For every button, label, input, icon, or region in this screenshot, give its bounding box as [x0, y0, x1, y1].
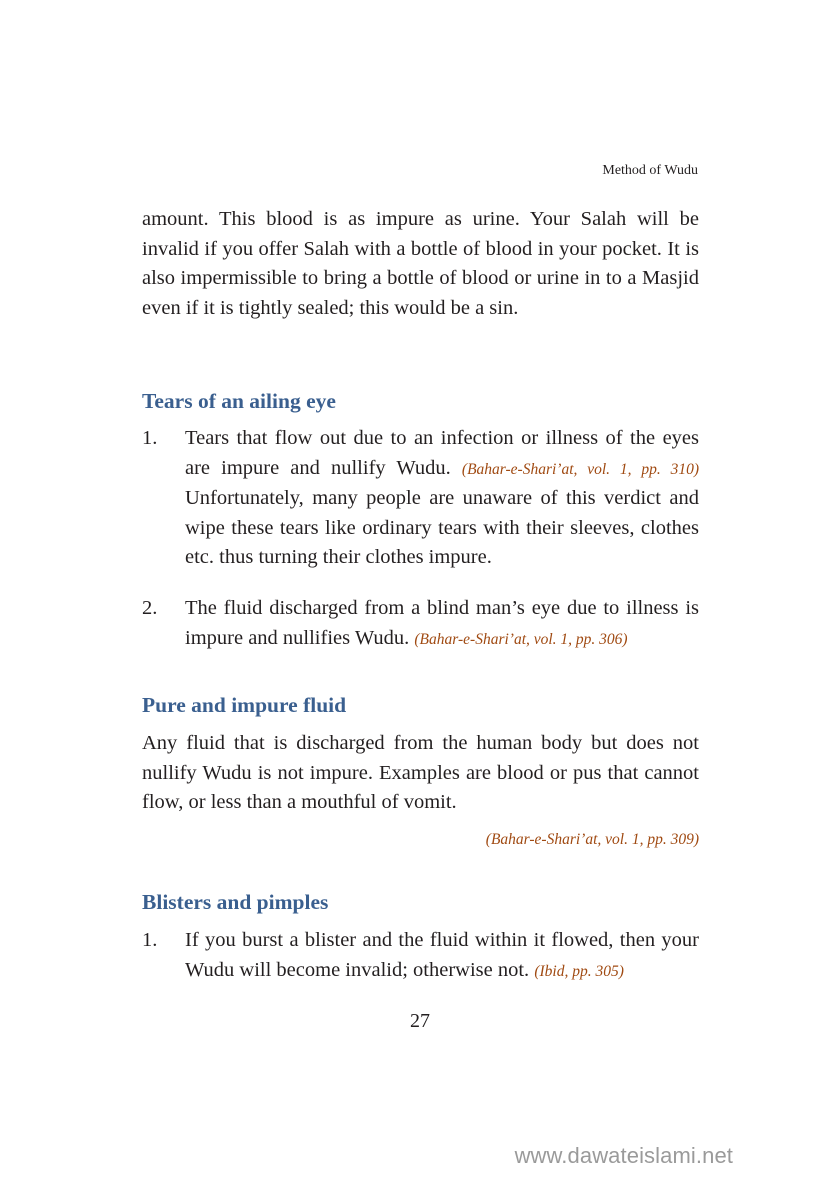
- fluid-body: [142, 729, 699, 818]
- intro-paragraph: amount. This blood is as impure as urine. Your Salah will be invalid if you offer Salah with a bottle of blood in your pocket. It is also impermissible to bring a bottle of blood or urine in to a Masjid even if it is tightly sealed; this would be a sin.: [142, 208, 699, 319]
- section-fluid: [142, 691, 699, 721]
- item-text-before: The fluid discharged from a blind man’s eye due to illness is impure and nullifies Wudu.: [185, 597, 699, 649]
- list-number: 2.: [142, 597, 158, 619]
- list-item-text: [185, 594, 699, 654]
- section-blisters: [142, 888, 699, 918]
- reference-citation: (Bahar-e-Shari’at, vol. 1, pp. 309): [485, 831, 699, 848]
- running-header: Method of Wudu: [602, 163, 698, 178]
- section-tears: [142, 387, 699, 417]
- list-item-text: [185, 926, 699, 986]
- item-text-before: If you burst a blister and the fluid within it flowed, then your Wudu will become invalid; otherwise not.: [185, 929, 699, 981]
- section-heading-fluid: Pure and impure fluid: [142, 693, 347, 717]
- list-number: 1.: [142, 427, 158, 449]
- section-heading-tears: Tears of an ailing eye: [142, 389, 336, 413]
- reference-citation: (Ibid, pp. 305): [534, 962, 624, 980]
- fluid-paragraph: Any fluid that is discharged from the human body but does not nullify Wudu is not impure. Examples are blood or pus that cannot flow, or less than a mouthful of vomit.: [142, 732, 699, 814]
- reference-citation: (Bahar-e-Shari’at, vol. 1, pp. 306): [414, 630, 628, 648]
- reference-citation: (Bahar-e-Shari’at, vol. 1, pp. 310): [461, 460, 700, 478]
- list-item: [142, 424, 699, 573]
- tears-list-item-2: [142, 594, 699, 654]
- intro-section: [142, 205, 699, 323]
- fluid-reference-row: [142, 825, 699, 855]
- page-number: 27: [410, 1010, 430, 1032]
- list-number: 1.: [142, 929, 158, 951]
- list-item: [142, 594, 699, 654]
- item-text-before: Tears that flow out due to an infection or illness of the eyes are impure and nullify Wudu.: [185, 427, 699, 479]
- item-text-after: Unfortunately, many people are unaware of this verdict and wipe these tears like ordinary tears with their sleeves, clothes etc. thus turning their clothes impure.: [185, 487, 699, 569]
- list-item-text: [185, 424, 699, 573]
- tears-list-item-1: [142, 424, 699, 573]
- section-heading-blisters: Blisters and pimples: [142, 890, 329, 914]
- list-item: [142, 926, 699, 986]
- website-watermark: www.dawateislami.net: [514, 1143, 733, 1168]
- blisters-list-item-1: [142, 926, 699, 986]
